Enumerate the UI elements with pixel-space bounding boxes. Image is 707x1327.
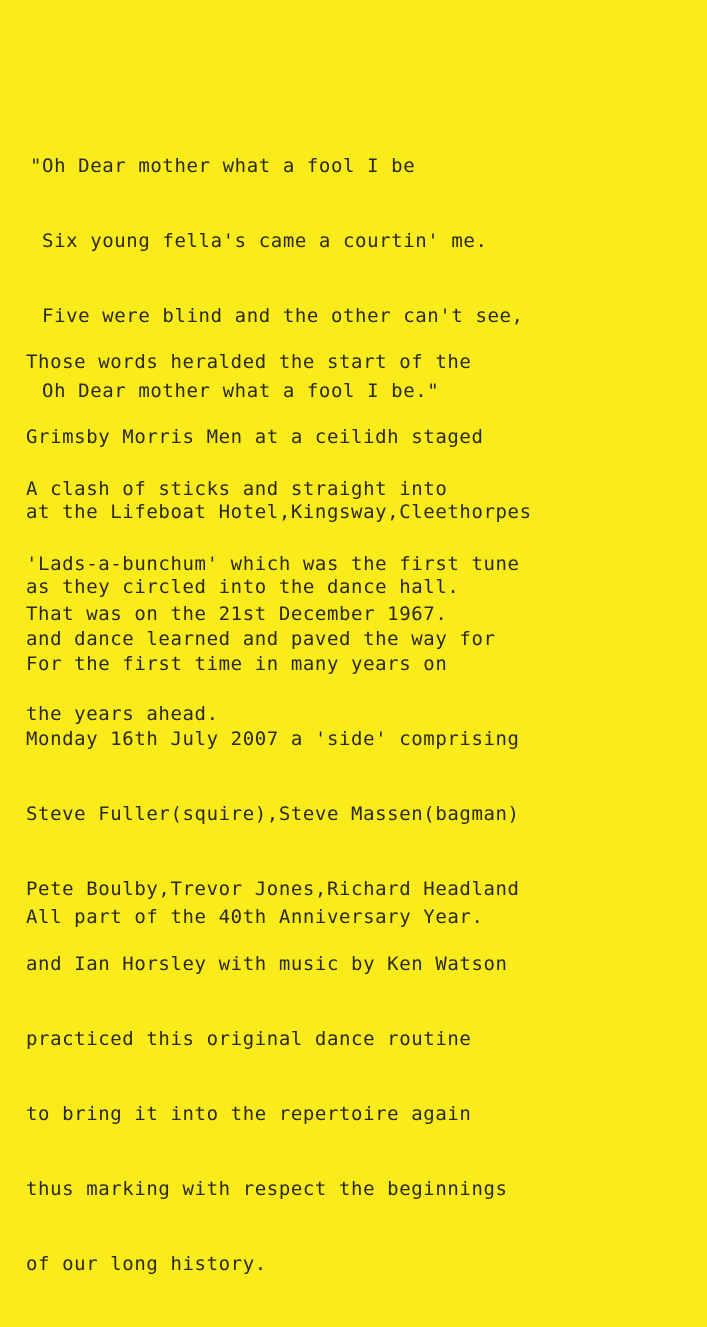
text-line: Pete Boulby,Trevor Jones,Richard Headland — [26, 878, 520, 900]
text-line: to bring it into the repertoire again — [26, 1103, 472, 1125]
text-line: and dance learned and paved the way for — [26, 628, 496, 650]
verse-line: Oh Dear mother what a fool I be." — [30, 380, 440, 402]
text-line: Steve Fuller(squire),Steve Massen(bagman) — [26, 803, 520, 825]
text-line: A clash of sticks and straight into — [26, 478, 448, 500]
text-line: of our long history. — [26, 1253, 267, 1275]
text-line: All part of the 40th Anniversary Year. — [26, 906, 484, 928]
verse-line: "Oh Dear mother what a fool I be — [30, 155, 416, 177]
text-line: For the first time in many years on — [26, 653, 448, 675]
text-line: as they circled into the dance hall. — [26, 576, 460, 598]
paragraph-anniversary — [26, 855, 483, 980]
text-line: Those words heralded the start of the — [26, 351, 472, 373]
text-line: the years ahead. — [26, 703, 219, 725]
text-line: That was on the 21st December 1967. — [26, 603, 448, 625]
text-line: 'Lads-a-bunchum' which was the first tune — [26, 553, 520, 575]
text-line: at the Lifeboat Hotel,Kingsway,Cleethorpes — [26, 501, 532, 523]
text-line: and Ian Horsley with music by Ken Watson — [26, 953, 508, 975]
text-line: thus marking with respect the beginnings — [26, 1178, 508, 1200]
verse-line: Six young fella's came a courtin' me. — [30, 230, 488, 252]
text-line: Grimsby Morris Men at a ceilidh staged — [26, 426, 484, 448]
verse-line: Five were blind and the other can't see, — [30, 305, 524, 327]
text-line: Monday 16th July 2007 a 'side' comprising — [26, 728, 520, 750]
text-line: practiced this original dance routine — [26, 1028, 472, 1050]
